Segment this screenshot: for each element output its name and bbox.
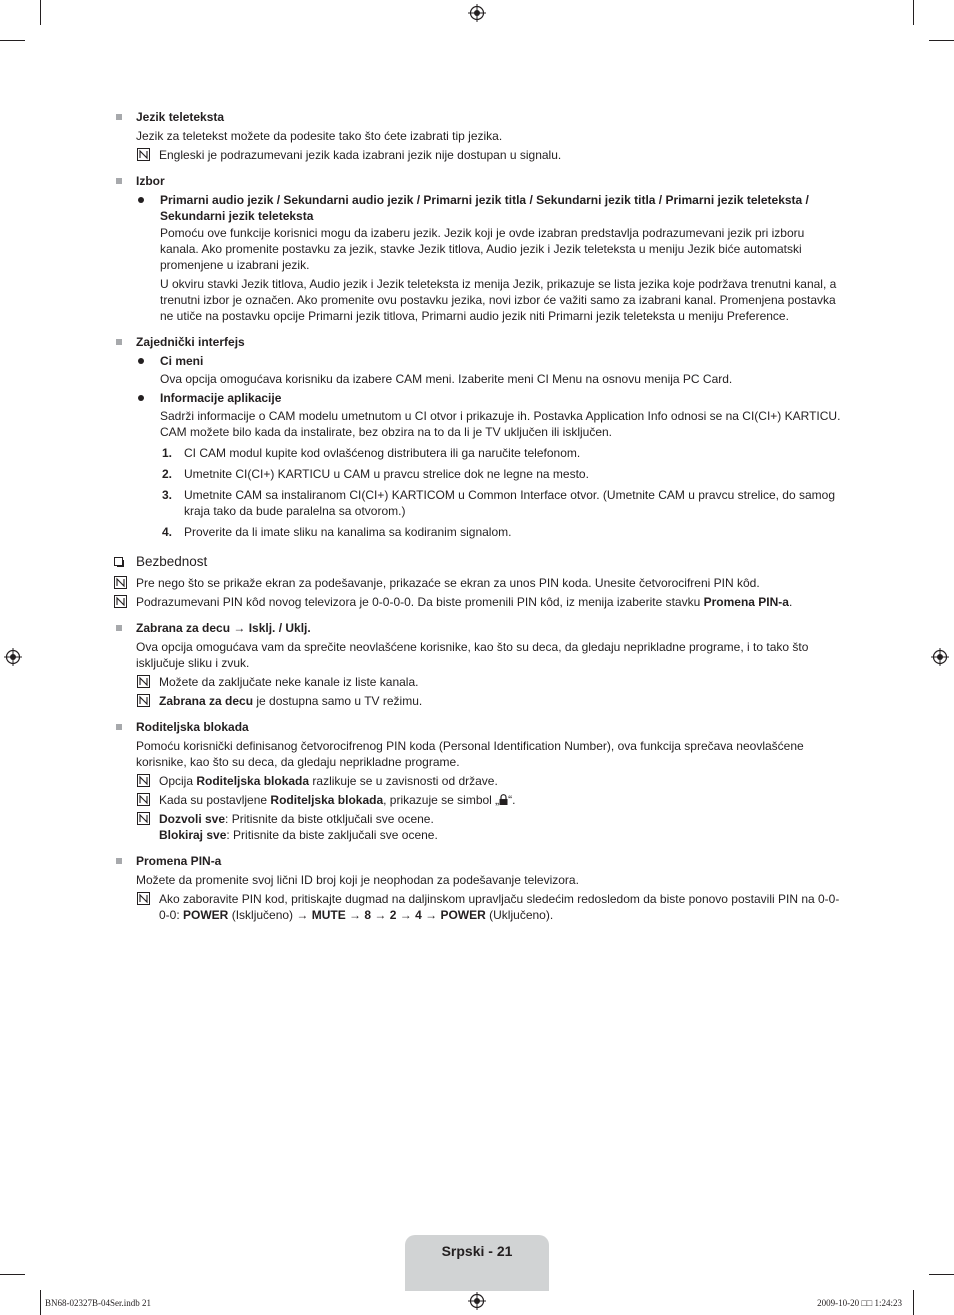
registration-mark-icon [4,648,22,666]
arrow: → [396,908,416,922]
square-bullet-icon [116,339,122,345]
step-number: 4. [162,525,173,539]
numbered-step [136,487,841,519]
crop-mark [0,1274,25,1275]
note-text: Pre nego što se prikaže ekran za podešavanje, prikazaće se ekran za unos PIN koda. Unesite četvorocifreni PIN kôd. [136,576,760,590]
key-2: 2 [389,908,397,922]
key-mute: MUTE [311,908,346,922]
note-bold: Promena PIN-a [703,595,789,609]
paragraph: Pomoću korisnički definisanog četvorocifrenog PIN koda (Personal Identification Number), ova funkcija sprečava neovlašćene korisnike, kao što su deca, da gledaju neprikladne programe. [136,739,804,769]
note-text: Opcija [159,774,197,788]
paragraph: Ova opcija omogućava korisniku da izabere CAM meni. Izaberite meni CI Menu na osnovu menija PC Card. [160,372,733,386]
page-number-tab [405,1235,549,1291]
note-text: , prikazuje se simbol „ [383,793,500,807]
section-zabrana-za-decu [113,620,841,709]
note-text: Engleski je podrazumevani jezik kada izabrani jezik nije dostupan u signalu. [159,148,562,162]
paragraph: Ova opcija omogućava vam da sprečite neovlašćene korisnike, kao što su deca, da gledaju neprikladne programe, i to tako što isključuje sliku i zvuk. [136,640,809,670]
note-icon [137,774,150,787]
step-number: 3. [162,488,173,502]
crop-mark [0,40,25,41]
note-icon [137,892,150,905]
section-roditeljska-blokada [113,719,841,843]
numbered-step [136,445,841,461]
note-icon [137,812,150,825]
numbered-step [136,466,841,482]
note-text: Podrazumevani PIN kôd novog televizora je 0-0-0-0. Da biste promenili PIN kôd, iz menija izaberite stavku [136,595,704,609]
checkbox-bullet-icon [114,557,123,566]
registration-mark-icon [468,4,486,22]
note-bold: Blokiraj sve [159,828,227,842]
note-text: (Uključeno). [485,908,554,922]
note-bold: Roditeljska blokada [196,774,310,788]
note [113,594,841,610]
crop-mark [913,0,914,25]
square-bullet-icon [116,724,122,730]
key-power: POWER [183,908,229,922]
note [113,575,841,591]
step-number: 1. [162,446,173,460]
registration-mark-icon [931,648,949,666]
bullet-dot-icon [138,197,144,203]
step-text: Proverite da li imate sliku na kanalima sa kodiranim signalom. [184,525,512,539]
note-text: : Pritisnite da biste otključali sve ocene. [225,812,434,826]
page-content [113,109,841,926]
note-bold: Roditeljska blokada [270,793,384,807]
note-text: (Isključeno) → [228,908,312,922]
crop-mark [929,1274,954,1275]
note-icon [114,595,127,608]
note-text: razlikuje se u zavisnosti od države. [309,774,498,788]
arrow: → [345,908,365,922]
section-title: Promena PIN-a [136,854,222,868]
section-promena-pin [113,853,841,923]
category-title: Bezbednost [136,554,208,569]
step-text: Umetnite CAM sa instaliranom CI(CI+) KARTICOM u Common Interface otvor. (Umetnite CAM u pravcu strelice, do samog kraja tako da bude paralelna sa otvorom.) [184,488,835,518]
arrow: → [421,908,441,922]
note-text: “. [508,793,516,807]
step-number: 2. [162,467,173,481]
bullet-dot-icon [138,395,144,401]
print-slug-left: BN68-02327B-04Ser.indb 21 [45,1298,152,1308]
square-bullet-icon [116,178,122,184]
bullet-item [136,192,841,324]
crop-mark [929,40,954,41]
print-slug-right: 2009-10-20 □□ 1:24:23 [817,1298,902,1308]
bullet-dot-icon [138,358,144,364]
key-8: 8 [364,908,372,922]
bullet-title: Primarni audio jezik / Sekundarni audio jezik / Primarni jezik titla / Sekundarni jezik titla / Primarni jezik teleteksta / Sekundarni jezik teleteksta [160,193,809,223]
paragraph: U okviru stavki Jezik titlova, Audio jezik i Jezik teleteksta iz menija Jezik, prikazuje se lista jezika koje podržava trenutni kanal, a trenutni izbor je označen. Ako promenite ovu postavku jezika, novi izbor će važiti samo za izabrani kanal. Promenjena postavka ne utiče na postavku opcije Primarni jezik titlova, Primarni audio jezik niti Primarni jezik teleteksta u meniju Preference. [160,277,837,323]
note [136,773,841,789]
bullet-item [136,390,841,440]
crop-mark [40,0,41,25]
note-text: . [788,595,793,609]
note [136,147,841,163]
crop-mark [40,1290,41,1315]
note-icon [114,576,127,589]
note-text: Ako zaboravite PIN kod, pritiskajte dugmad na daljinskom upravljaču sledećim redosledom da biste ponovo postavili PIN na 0-0-0-0: [159,892,840,922]
note [136,674,841,690]
note-text: Kada su postavljene [159,793,271,807]
category-bezbednost [113,554,841,570]
note-icon [137,148,150,161]
step-text: Umetnite CI(CI+) KARTICU u CAM u pravcu strelice dok ne legne na mesto. [184,467,589,481]
crop-mark [913,1290,914,1315]
section-title: Izbor [136,174,165,188]
note [136,891,841,923]
note-text: Možete da zaključate neke kanale iz liste kanala. [159,675,419,689]
arrow: → [371,908,390,922]
square-bullet-icon [116,625,122,631]
note-bold: Zabrana za decu [159,694,254,708]
section-title: Zabrana za decu → Isklj. / Uklj. [136,621,311,635]
lock-icon [499,794,508,805]
note-icon [137,793,150,806]
paragraph: Možete da promenite svoj lični ID broj koji je neophodan za podešavanje televizora. [136,873,579,887]
section-title: Zajednički interfejs [136,335,245,349]
note [136,693,841,709]
note [136,811,841,843]
note-bold: Dozvoli sve [159,812,226,826]
paragraph: Sadrži informacije o CAM modelu umetnutom u CI otvor i prikazuje ih. Postavka Application Info odnosi se na CI(CI+) KARTICU. CAM možete bilo kada da instalirate, bez obzira na to da li je TV uključen ili isključen. [160,409,841,439]
section-title: Roditeljska blokada [136,720,249,734]
section-zajednicki-interfejs [113,334,841,540]
note-text: : Pritisnite da biste zaključali sve ocene. [226,828,438,842]
numbered-step [136,524,841,540]
registration-mark-icon [468,1292,486,1310]
key-4: 4 [415,908,422,922]
page-number: Srpski - 21 [441,1243,513,1259]
note [136,792,841,808]
step-text: CI CAM modul kupite kod ovlašćenog distributera ili ga naručite telefonom. [184,446,581,460]
bullet-item [136,353,841,387]
paragraph: Jezik za teletekst možete da podesite tako što ćete izabrati tip jezika. [136,129,503,143]
square-bullet-icon [116,114,122,120]
bullet-title: Informacije aplikacije [160,391,282,405]
note-text: je dostupna samo u TV režimu. [253,694,423,708]
section-jezik-teleteksta [113,109,841,163]
bullet-title: Ci meni [160,354,204,368]
section-izbor [113,173,841,324]
section-title: Jezik teleteksta [136,110,225,124]
key-power: POWER [440,908,486,922]
square-bullet-icon [116,858,122,864]
note-icon [137,675,150,688]
note-icon [137,694,150,707]
paragraph: Pomoću ove funkcije korisnici mogu da izaberu jezik. Jezik koji je ovde izabran predstavlja podrazumevani jezik pri izboru kanala. Ako promenite postavku za jezik, stavke Jezik titlova, Audio jezik i Jezik teleteksta u meniju Jezik biće automatski promenjene u izabrani jezik. [160,226,805,272]
